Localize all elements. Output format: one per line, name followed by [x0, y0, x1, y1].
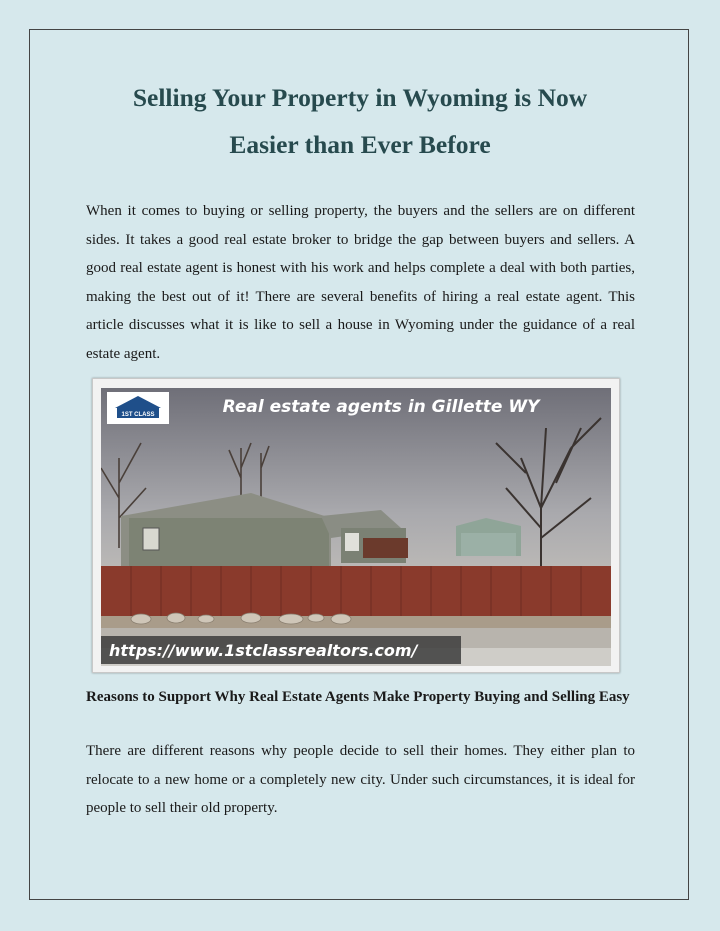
house-illustration	[101, 388, 611, 666]
section-heading: Reasons to Support Why Real Estate Agents Make Property Buying and Selling Easy	[86, 689, 630, 705]
logo-text: 1ST CLASS	[121, 412, 155, 418]
section-paragraph: There are different reasons why people decide to sell their homes. They either plan to relocate to a new home or a completely new city. Under such circumstances, it is ideal for people to sell their old property.	[86, 743, 635, 817]
image-caption-url: https://www.1stclassrealtors.com/	[109, 641, 418, 660]
page-title	[0, 74, 720, 168]
house-photo	[92, 378, 620, 673]
image-caption-top: Real estate agents in Gillette WY	[222, 397, 540, 417]
deck-railing	[363, 538, 408, 558]
title-line-2: Easier than Ever Before	[229, 130, 491, 159]
intro-paragraph: When it comes to buying or selling property, the buyers and the sellers are on different sides. It takes a good real estate broker to bridge the gap between buyers and sellers. A good real estate agent is honest with his work and helps complete a deal with both parties, making the best out of it! There are several benefits of hiring a real estate agent. This article discusses what it is like to sell a house in Wyoming under the guidance of a real estate agent.	[86, 203, 635, 362]
title-line-1: Selling Your Property in Wyoming is Now	[132, 83, 588, 112]
